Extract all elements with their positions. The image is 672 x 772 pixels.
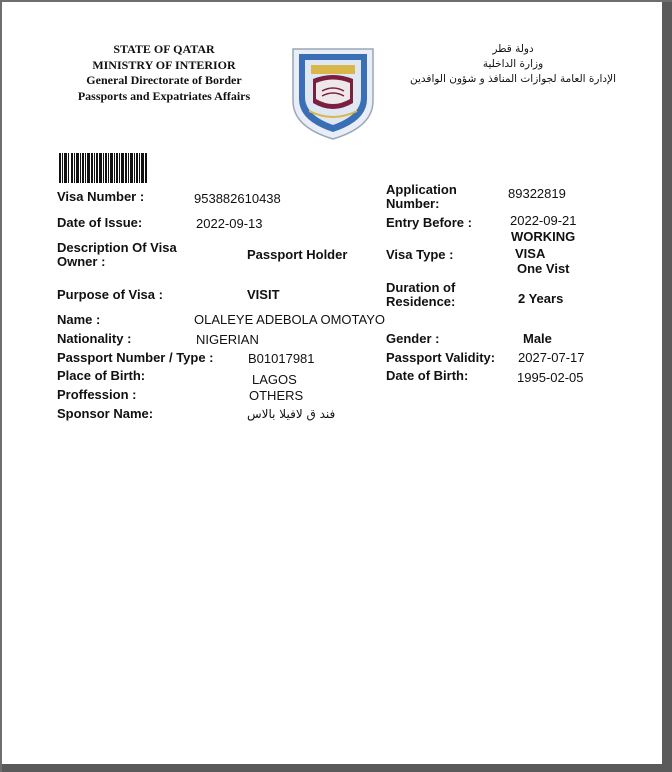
entry-before-label: Entry Before :	[386, 215, 472, 230]
visa-type-label: Visa Type :	[386, 247, 454, 262]
visa-document-page	[2, 2, 662, 764]
passport-number-value: B01017981	[248, 351, 315, 366]
description-label-1: Description Of Visa	[57, 240, 177, 255]
page-shadow-right	[662, 2, 672, 772]
place-of-birth-value: LAGOS	[252, 372, 297, 387]
ministry-of-interior-emblem-icon	[285, 43, 381, 141]
entry-before-value: 2022-09-21	[510, 213, 577, 228]
visa-number-value: 953882610438	[194, 191, 281, 206]
profession-value: OTHERS	[249, 388, 304, 403]
barcode-icon	[59, 153, 147, 183]
gender-label: Gender :	[386, 331, 440, 346]
name-value: OLALEYE ADEBOLA OMOTAYO	[194, 312, 385, 327]
nationality-value: NIGERIAN	[196, 332, 259, 347]
date-of-birth-value: 1995-02-05	[517, 370, 584, 385]
gender-value: Male	[523, 331, 552, 346]
header-ar-directorate: الإدارة العامة لجوازات المنافذ و شؤون الوافدين	[410, 73, 616, 85]
passport-validity-label: Passport Validity:	[386, 350, 496, 365]
description-value: Passport Holder	[247, 247, 348, 262]
header-ar-ministry: وزارة الداخلية	[482, 58, 544, 70]
visa-type-line3: One Vist	[517, 261, 570, 276]
sponsor-label: Sponsor Name:	[57, 406, 154, 421]
page-shadow-bottom	[2, 764, 672, 772]
passport-validity-value: 2027-07-17	[518, 350, 585, 365]
date-of-birth-label: Date of Birth:	[386, 368, 469, 383]
header-ar-state: دولة قطر	[492, 43, 534, 55]
nationality-label: Nationality :	[57, 331, 132, 346]
sponsor-value: فند ق لافيلا بالاس	[247, 407, 336, 421]
name-label: Name :	[57, 312, 101, 327]
date-of-issue-label: Date of Issue:	[57, 215, 143, 230]
header-state: STATE OF QATAR	[113, 42, 215, 56]
application-number-label-1: Application	[386, 182, 457, 197]
profession-label: Proffession :	[57, 387, 137, 402]
place-of-birth-label: Place of Birth:	[57, 368, 146, 383]
duration-label-1: Duration of	[386, 280, 456, 295]
header-ministry: MINISTRY OF INTERIOR	[92, 57, 236, 72]
visa-type-line1: WORKING	[511, 229, 576, 244]
purpose-value: VISIT	[247, 287, 280, 302]
application-number-value: 89322819	[508, 186, 566, 201]
header-english	[66, 42, 262, 104]
duration-label-2: Residence:	[386, 294, 456, 309]
date-of-issue-value: 2022-09-13	[196, 216, 263, 231]
header-arabic	[408, 42, 618, 87]
header-directorate: General Directorate of Border	[86, 73, 242, 87]
header-department: Passports and Expatriates Affairs	[77, 88, 251, 103]
passport-number-label: Passport Number / Type :	[57, 350, 214, 365]
purpose-label: Purpose of Visa :	[57, 287, 163, 302]
application-number-label-2: Number:	[386, 196, 440, 211]
visa-type-line2: VISA	[515, 246, 546, 261]
visa-number-label: Visa Number :	[57, 189, 145, 204]
duration-value: 2 Years	[518, 291, 564, 306]
description-label-2: Owner :	[57, 254, 106, 269]
